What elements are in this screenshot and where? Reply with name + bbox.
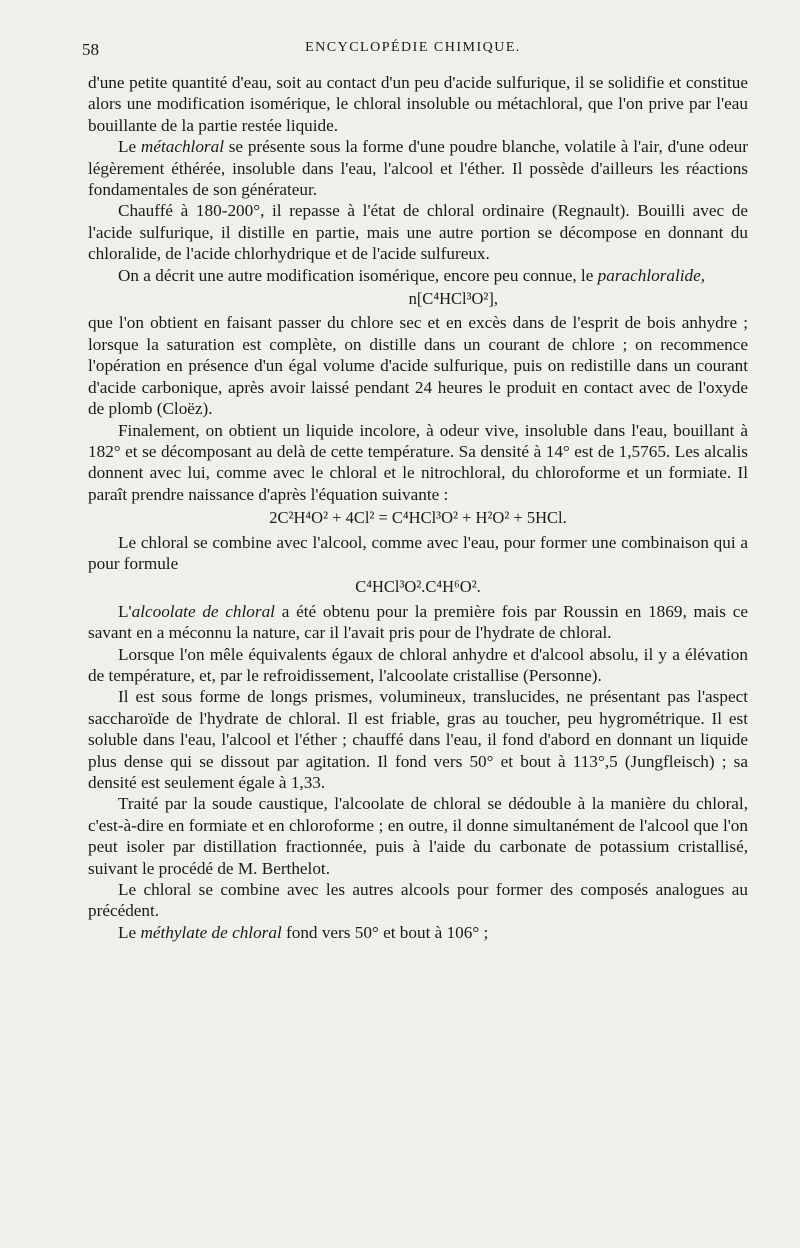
equation: 2C²H⁴O² + 4Cl² = C⁴HCl³O² + H²O² + 5HCl. <box>269 508 567 528</box>
formula: n[C⁴HCl³O²], <box>408 289 498 309</box>
paragraph: Il est sous forme de longs prismes, volumineux, translucides, ne présentant pas l'aspect saccharoïde de l'hydrate de chloral. Il est friable, gras au toucher, peu hygrométrique. Il est soluble dans l'eau, l'alcool et l'éther ; chauffé dans l'eau, il fond d'abord en donnant un liquide plus dense qui se dissout par agitation. Il fond vers 50° et bout à 113°,5 (Jungfleisch) ; sa densité est seulement égale à 1,33. <box>88 687 748 792</box>
paragraph: Le méthylate de chloral fond vers 50° et bout à 106° ; <box>118 922 489 942</box>
paragraph: Le chloral se combine avec l'alcool, comme avec l'eau, pour former une combinaison qui a pour formule <box>88 532 748 573</box>
paragraph: On a décrit une autre modification isomérique, encore peu connue, le parachloralide, <box>118 265 706 285</box>
paragraph: Le métachloral se présente sous la forme d'une poudre blanche, volatile à l'air, d'une odeur légèrement éthérée, insoluble dans l'eau, l'alcool et l'éther. Il possède d'ailleurs les réactions fondamentales de son générateur. <box>88 137 748 200</box>
paragraph: Chauffé à 180-200°, il repasse à l'état de chloral ordinaire (Regnault). Bouilli avec de l'acide sulfurique, il distille en partie, mais une autre portion se décompose en donnant du chloralide, de l'acide chlorhydrique et de l'acide sulfureux. <box>88 201 748 264</box>
italic-term: méthylate de chloral <box>140 922 282 942</box>
paragraph: L'alcoolate de chloral a été obtenu pour la première fois par Roussin en 1869, mais ce savant en a méconnu la nature, car il l'avait pris pour de l'hydrate de chloral. <box>88 601 748 643</box>
italic-term: métachloral <box>140 137 224 157</box>
page-header <box>78 36 748 62</box>
paragraph: Lorsque l'on mêle équivalents égaux de chloral anhydre et d'alcool absolu, il y a élévation de température, et, par le refroidissement, l'alcoolate cristallise (Personne). <box>88 644 748 685</box>
running-title: ENCYCLOPÉDIE CHIMIQUE. <box>305 40 521 55</box>
italic-term: parachloralide, <box>597 265 706 285</box>
paragraph: Le chloral se combine avec les autres alcools pour former des composés analogues au précédent. <box>88 880 748 921</box>
page-body <box>88 72 748 943</box>
paragraph: d'une petite quantité d'eau, soit au contact d'un peu d'acide sulfurique, il se solidifie et constitue alors une modification isomérique, le chloral insoluble ou métachloral, que l'on prive par l'eau bouillante de la partie restée liquide. <box>88 73 748 135</box>
paragraph: Traité par la soude caustique, l'alcoolate de chloral se dédouble à la manière du chloral, c'est-à-dire en formiate et en chloroforme ; en outre, il donne simultanément de l'alcool que l'on peut isoler par distillation fractionnée, puis à l'aide du carbonate de potassium cristallisé, suivant le procédé de M. Berthelot. <box>88 794 748 878</box>
paragraph: Finalement, on obtient un liquide incolore, à odeur vive, insoluble dans l'eau, bouillant à 182° et se décomposant au delà de cette température. Sa densité à 14° est de 1,5765. Les alcalis donnent avec lui, comme avec le chloral et le nitrochloral, du chloroforme et un formiate. Il paraît prendre naissance d'après l'équation suivante : <box>88 420 748 504</box>
page-number: 58 <box>82 40 99 59</box>
formula: C⁴HCl³O².C⁴H⁶O². <box>355 577 481 597</box>
italic-term: alcoolate de chloral <box>131 601 275 621</box>
paragraph: que l'on obtient en faisant passer du chlore sec et en excès dans de l'esprit de bois anhydre ; lorsque la saturation est complète, on distille dans un courant de chlore ; on recommence l'opération en présence d'un égal volume d'acide sulfurique, puis on redistille dans un courant d'acide carbonique, après avoir laissé pendant 24 heures le produit en contact avec de l'oxyde de plomb (Cloëz). <box>88 313 748 419</box>
